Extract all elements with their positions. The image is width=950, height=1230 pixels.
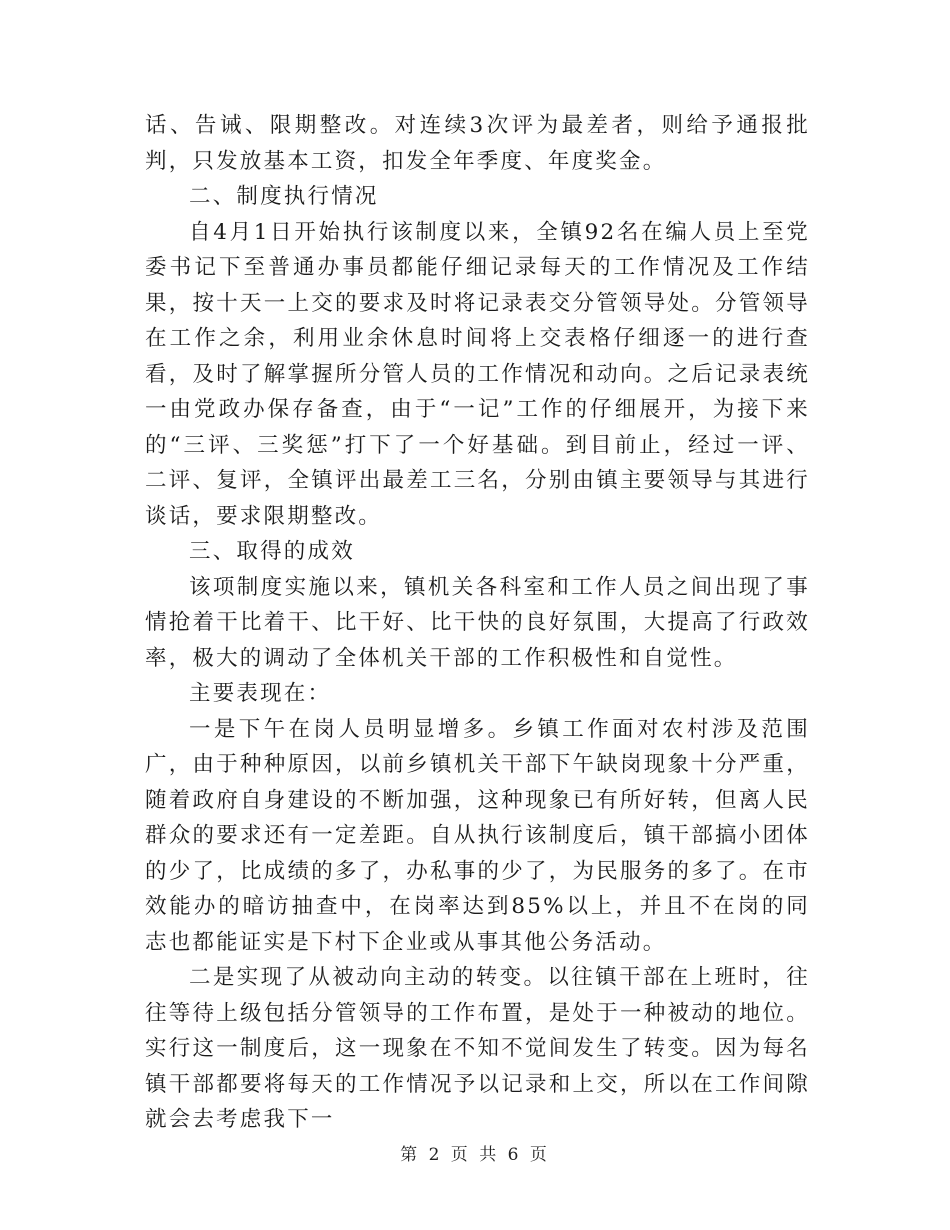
page-number-footer: 第 2 页 共 6 页: [400, 1145, 550, 1165]
document-body: [145, 108, 810, 1138]
section-heading-3: 三、取得的成效: [189, 539, 355, 564]
paragraph-7: 一是下午在岗人员明显增多。乡镇工作面对农村涉及范围广，由于种种原因，以前乡镇机关干部下午缺岗现象十分严重，随着政府自身建设的不断加强，这种现象已有所好转，但离人民群众的要求还有一定差距。自从执行该制度后，镇干部搞小团体的少了，比成绩的多了，办私事的少了，为民服务的多了。在市效能办的暗访抽查中，在岗率达到85%以上，并且不在岗的同志也都能证实是下村下企业或从事其他公务活动。: [145, 716, 810, 955]
paragraph-8: 二是实现了从被动向主动的转变。以往镇干部在上班时，往往等待上级包括分管领导的工作布置，是处于一种被动的地位。实行这一制度后，这一现象在不知不觉间发生了转变。因为每名镇干部都要将每天的工作情况予以记录和上交，所以在工作间隙就会去考虑我下一: [145, 965, 810, 1132]
paragraph-1: 话、告诫、限期整改。对连续3次评为最差者，则给予通报批判，只发放基本工资，扣发全年季度、年度奖金。: [145, 113, 810, 174]
paragraph-5: 该项制度实施以来，镇机关各科室和工作人员之间出现了事情抢着干比着干、比干好、比干快的良好氛围，大提高了行政效率，极大的调动了全体机关干部的工作积极性和自觉性。: [145, 574, 810, 671]
section-heading-2: 二、制度执行情况: [189, 184, 379, 209]
paragraph-3: 自4月1日开始执行该制度以来，全镇92名在编人员上至党委书记下至普通办事员都能仔细记录每天的工作情况及工作结果，按十天一上交的要求及时将记录表交分管领导处。分管领导在工作之余，利用业余休息时间将上交表格仔细逐一的进行查看，及时了解掌握所分管人员的工作情况和动向。之后记录表统一由党政办保存备查，由于“一记”工作的仔细展开，为接下来的“三评、三奖惩”打下了一个好基础。到目前止，经过一评、二评、复评，全镇评出最差工三名，分别由镇主要领导与其进行谈话，要求限期整改。: [145, 219, 810, 529]
paragraph-6: 主要表现在：: [189, 681, 332, 706]
